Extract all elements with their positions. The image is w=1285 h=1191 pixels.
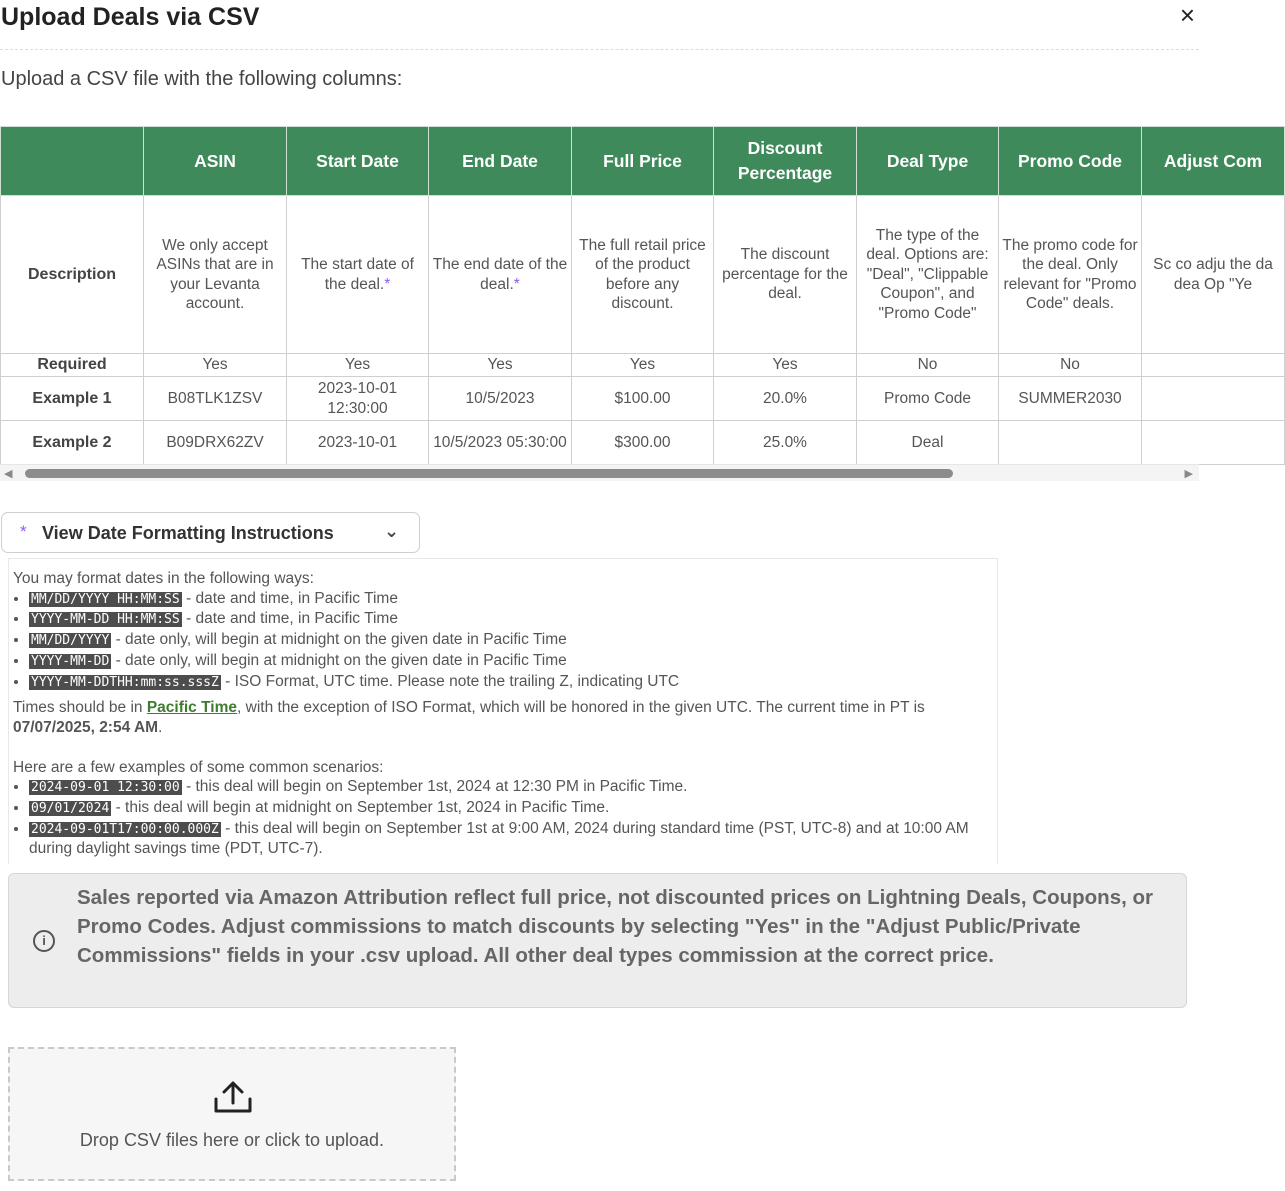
current-time: 07/07/2025, 2:54 AM	[13, 718, 159, 736]
header-cell: Full Price	[572, 127, 714, 196]
list-item	[29, 798, 997, 819]
table-cell: 2023-10-01	[287, 421, 429, 465]
table-cell: $300.00	[572, 421, 714, 465]
table-cell: The discount percentage for the deal.	[714, 196, 857, 354]
examples-intro: Here are a few examples of some common scenarios:	[13, 758, 384, 776]
table-cell: 10/5/2023	[429, 377, 572, 421]
header-cell: ASIN	[144, 127, 287, 196]
example-text: - this deal will begin on September 1st, 2024 at 12:30 PM in Pacific Time.	[181, 778, 688, 796]
table-cell	[999, 421, 1142, 465]
list-item	[29, 819, 997, 859]
list-item	[29, 609, 997, 630]
format-text: - date only, will begin at midnight on the given date in Pacific Time	[111, 651, 567, 669]
dropzone-text: Drop CSV files here or click to upload.	[79, 1130, 385, 1150]
table-cell: The promo code for the deal. Only relevant for "Promo Code" deals.	[999, 196, 1142, 354]
examples-list	[13, 777, 997, 859]
chevron-down-icon: ⌄	[384, 521, 400, 541]
example-code: 2024-09-01T17:00:00.000Z	[31, 821, 219, 837]
table-row-required	[1, 354, 1285, 377]
commission-info-alert	[8, 873, 1187, 1008]
table-cell: 10/5/2023 05:30:00	[429, 421, 572, 465]
table-cell: $100.00	[572, 377, 714, 421]
table-cell	[1142, 354, 1285, 377]
csv-dropzone[interactable]	[8, 1047, 456, 1181]
example-code: 2024-09-01 12:30:00	[31, 780, 180, 796]
table-cell: 2023-10-01 12:30:00	[287, 377, 429, 421]
list-item	[29, 777, 997, 798]
view-date-formatting-button[interactable]	[1, 512, 420, 553]
format-text: - date only, will begin at midnight on the given date in Pacific Time	[111, 631, 567, 649]
table-cell	[1142, 377, 1285, 421]
table-cell: 25.0%	[714, 421, 857, 465]
required-star: *	[20, 522, 27, 541]
dialog-subtitle: Upload a CSV file with the following columns:	[1, 68, 403, 90]
close-icon[interactable]: ×	[1179, 0, 1195, 30]
table-cell: We only accept ASINs that are in your Levanta account.	[144, 196, 287, 354]
list-item	[29, 651, 997, 672]
table-horizontal-scrollbar[interactable]	[0, 464, 1199, 481]
required-star: *	[384, 275, 391, 293]
formats-list	[13, 589, 997, 693]
columns-table	[0, 126, 1285, 465]
timezone-note-text: , with the exception of ISO Format, which will be honored in the given UTC. The current time in PT is	[237, 699, 925, 717]
format-text: - date and time, in Pacific Time	[181, 589, 398, 607]
table-cell	[1142, 421, 1285, 465]
required-star: *	[513, 275, 520, 293]
header-cell: Start Date	[287, 127, 429, 196]
table-cell	[287, 196, 429, 354]
format-text: - date and time, in Pacific Time	[181, 610, 398, 628]
header-cell: Deal Type	[857, 127, 999, 196]
header-cell	[1, 127, 144, 196]
timezone-note-text: Times should be in	[13, 699, 147, 717]
table-cell: Yes	[572, 354, 714, 377]
table-cell: Yes	[429, 354, 572, 377]
table-cell: B09DRX62ZV	[144, 421, 287, 465]
table-cell: No	[999, 354, 1142, 377]
row-label: Example 1	[1, 377, 144, 421]
timezone-note	[13, 698, 997, 737]
list-item	[29, 630, 997, 651]
table-cell: SUMMER2030	[999, 377, 1142, 421]
scrollbar-thumb[interactable]	[25, 469, 953, 478]
table-header-row	[1, 127, 1285, 196]
row-label: Required	[1, 354, 144, 377]
table-cell: The full retail price of the product before any discount.	[572, 196, 714, 354]
list-item	[29, 589, 997, 610]
row-label: Example 2	[1, 421, 144, 465]
table-cell: 20.0%	[714, 377, 857, 421]
format-code: YYYY-MM-DD	[31, 653, 110, 669]
table-cell: Yes	[714, 354, 857, 377]
format-code: MM/DD/YYYY HH:MM:SS	[31, 591, 180, 607]
info-icon: i	[33, 930, 55, 952]
dialog-title: Upload Deals via CSV	[1, 3, 260, 31]
pacific-time-link[interactable]: Pacific Time	[146, 699, 238, 717]
header-cell: Adjust Com	[1142, 127, 1285, 196]
header-cell: End Date	[429, 127, 572, 196]
table-cell	[429, 196, 572, 354]
timezone-note-end: .	[158, 718, 163, 736]
example-text: - this deal will begin at midnight on September 1st, 2024 in Pacific Time.	[111, 799, 610, 817]
row-label: Description	[1, 196, 144, 354]
table-cell: Yes	[287, 354, 429, 377]
table-cell: Yes	[144, 354, 287, 377]
table-row-description	[1, 196, 1285, 354]
table-row-example-1	[1, 377, 1285, 421]
table-cell: No	[857, 354, 999, 377]
table-cell: Deal	[857, 421, 999, 465]
table-cell: The type of the deal. Options are: "Deal", "Clippable Coupon", and "Promo Code"	[857, 196, 999, 354]
table-cell: Sc co adju the da dea Op "Ye	[1142, 196, 1285, 354]
scroll-right-arrow-icon[interactable]: ▶	[1184, 468, 1193, 480]
list-item	[29, 672, 997, 693]
table-cell: Promo Code	[857, 377, 999, 421]
columns-table-container[interactable]	[0, 126, 1273, 464]
description-text: The end date of the deal.	[432, 256, 568, 293]
example-text: - this deal will begin on September 1st at 9:00 AM, 2024 during standard time (PST, UTC-8) and at 10:00 AM during daylight savings time (PDT, UTC-7).	[29, 819, 969, 858]
upload-icon	[212, 1079, 254, 1115]
format-text: - ISO Format, UTC time. Please note the trailing Z, indicating UTC	[220, 672, 680, 690]
table-row-example-2	[1, 421, 1285, 465]
header-cell: Discount Percentage	[714, 127, 857, 196]
formats-intro: You may format dates in the following ways:	[13, 570, 314, 587]
format-code: YYYY-MM-DD HH:MM:SS	[31, 612, 180, 628]
format-code: MM/DD/YYYY	[31, 633, 110, 649]
alert-text: Sales reported via Amazon Attribution reflect full price, not discounted prices on Lightning Deals, Coupons, or Promo Codes. Adjust commissions to match discounts by selecting "Yes" in the "Adjust Public/Private Commissions" fields in your .csv upload. All other deal types commission at the correct price.	[77, 886, 1153, 967]
date-formatting-panel	[8, 558, 998, 864]
dialog-header	[0, 0, 1199, 50]
description-text: The start date of the deal.	[301, 256, 414, 293]
table-cell: B08TLK1ZSV	[144, 377, 287, 421]
header-cell: Promo Code	[999, 127, 1142, 196]
scroll-left-arrow-icon[interactable]: ◀	[4, 468, 13, 480]
format-code: YYYY-MM-DDTHH:mm:ss.sssZ	[31, 674, 219, 690]
date-formatting-label: View Date Formatting Instructions	[42, 523, 334, 543]
example-code: 09/01/2024	[31, 801, 110, 817]
